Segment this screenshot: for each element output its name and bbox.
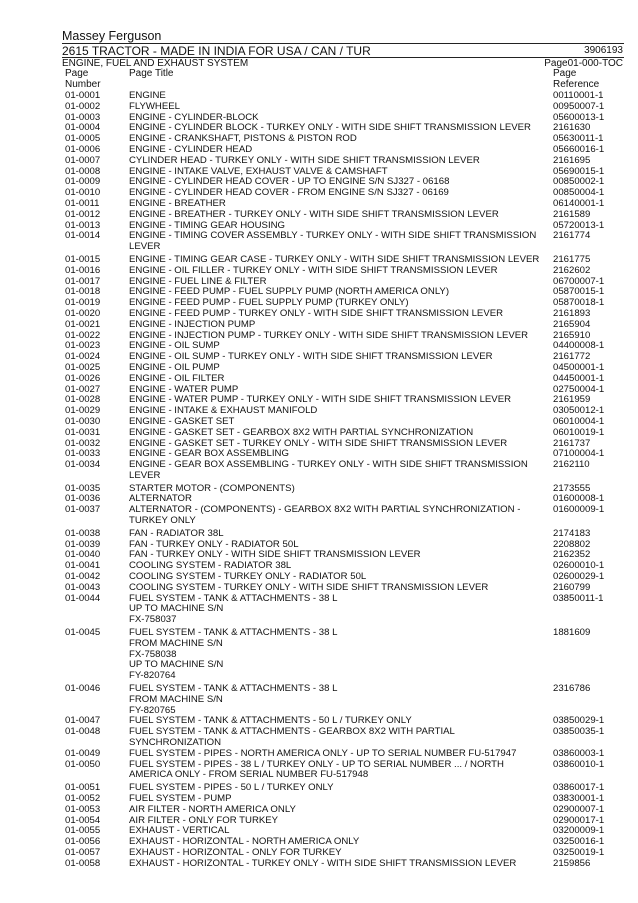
table-row	[0, 428, 638, 439]
page-number: 01-0047	[65, 715, 101, 727]
page-title: ENGINE - BREATHER - TURKEY ONLY - WITH SIDE SHIFT TRANSMISSION LEVER	[129, 208, 499, 220]
page-reference: 05690015-1	[553, 165, 605, 177]
page-number: 01-0030	[65, 415, 101, 427]
page-title: ENGINE - INJECTION PUMP - TURKEY ONLY - WITH SIDE SHIFT TRANSMISSION LEVER	[129, 329, 529, 341]
page-number: 01-0049	[65, 747, 101, 759]
page-number: 01-0031	[65, 426, 101, 438]
page-reference: 04500001-1	[553, 361, 605, 373]
page-reference: 2161775	[553, 253, 591, 265]
page-title: ENGINE - GASKET SET	[129, 415, 235, 427]
page-reference: 06010019-1	[553, 426, 605, 438]
page-title: CYLINDER HEAD - TURKEY ONLY - WITH SIDE SHIFT TRANSMISSION LEVER	[129, 154, 480, 166]
page-reference: 03860010-1	[553, 758, 605, 770]
page-title: COOLING SYSTEM - RADIATOR 38L	[129, 560, 292, 572]
page-title: FLYWHEEL	[129, 100, 180, 112]
page-number: 01-0023	[65, 340, 101, 352]
page-title: ENGINE	[129, 90, 166, 101]
page-reference: 05660016-1	[553, 143, 605, 155]
page-reference: 06700007-1	[553, 275, 605, 287]
page-reference: 00110001-1	[553, 90, 604, 101]
table-row	[0, 859, 638, 870]
page-title: FAN - TURKEY ONLY - WITH SIDE SHIFT TRANSMISSION LEVER	[129, 549, 421, 561]
document-title: 2615 TRACTOR - MADE IN INDIA FOR USA / CAN / TUR	[62, 44, 371, 58]
page-title: AIR FILTER - NORTH AMERICA ONLY	[129, 803, 296, 815]
page-title: ALTERNATOR - (COMPONENTS) - GEARBOX 8X2 WITH PARTIAL SYNCHRONIZATION - TURKEY ONLY	[129, 504, 521, 527]
table-row	[0, 760, 638, 782]
page-reference: 07100004-1	[553, 448, 605, 460]
page-number: 01-0003	[65, 111, 101, 123]
page-number: 01-0040	[65, 549, 101, 561]
page-reference: 03850011-1	[553, 592, 604, 604]
page-reference: 02900017-1	[553, 814, 605, 826]
page-number: 01-0010	[65, 187, 101, 199]
page-title: ENGINE - TIMING GEAR CASE - TURKEY ONLY - WITH SIDE SHIFT TRANSMISSION LEVER	[129, 253, 540, 265]
table-row	[0, 628, 638, 682]
page-number: 01-0046	[65, 683, 101, 695]
page-title: FUEL SYSTEM - PIPES - 50 L / TURKEY ONLY	[129, 782, 334, 794]
page-title: ENGINE - OIL SUMP	[129, 340, 220, 352]
column-header-page-number: Page Number	[65, 68, 101, 90]
table-row	[0, 749, 638, 760]
page-number: 01-0039	[65, 538, 101, 550]
page-number: 01-0038	[65, 527, 101, 539]
page-reference: 2162110	[553, 459, 590, 471]
page-title: EXHAUST - HORIZONTAL - ONLY FOR TURKEY	[129, 846, 342, 858]
section-title: ENGINE, FUEL AND EXHAUST SYSTEM	[62, 58, 249, 69]
page-reference: 2161737	[553, 437, 591, 449]
table-row	[0, 594, 638, 626]
page-reference: 05720013-1	[553, 219, 605, 231]
column-header-page-title: Page Title	[129, 68, 174, 79]
page-reference: 00850002-1	[553, 176, 605, 188]
page-reference: 2173555	[553, 482, 591, 494]
document-title-row	[62, 43, 624, 58]
page-number: 01-0005	[65, 133, 101, 145]
page-number: 01-0056	[65, 836, 101, 848]
page-number: 01-0002	[65, 100, 101, 112]
page-reference: 2160799	[553, 581, 591, 593]
page-reference: 03200009-1	[553, 825, 605, 837]
page-number: 01-0016	[65, 264, 101, 276]
page-title: ENGINE - CYLINDER HEAD COVER - UP TO ENGINE S/N SJ327 - 06168	[129, 176, 450, 188]
page-number: 01-0033	[65, 448, 101, 460]
page-title: EXHAUST - HORIZONTAL - NORTH AMERICA ONLY	[129, 836, 360, 848]
page-title: ENGINE - FEED PUMP - FUEL SUPPLY PUMP (TURKEY ONLY)	[129, 297, 409, 309]
page-reference: 2161959	[553, 394, 591, 406]
page-reference: 2161695	[553, 154, 591, 166]
page-title: ENGINE - INJECTION PUMP	[129, 318, 256, 330]
page-number: 01-0043	[65, 581, 101, 593]
page-title: FAN - RADIATOR 38L	[129, 527, 224, 539]
page-reference: 03250016-1	[553, 836, 605, 848]
page-title: ENGINE - GASKET SET - TURKEY ONLY - WITH SIDE SHIFT TRANSMISSION LEVER	[129, 437, 508, 449]
page-number: 01-0044	[65, 592, 101, 604]
page-number: 01-0028	[65, 394, 101, 406]
page-number: 01-0020	[65, 307, 101, 319]
page-reference: 02900007-1	[553, 803, 605, 815]
table-row	[0, 460, 638, 482]
page-reference: 2161589	[553, 208, 591, 220]
page-number: 01-0007	[65, 154, 101, 166]
page-reference: 06140001-1	[553, 197, 605, 209]
brand-name: Massey Ferguson	[62, 29, 162, 43]
page-title: ENGINE - WATER PUMP - TURKEY ONLY - WITH SIDE SHIFT TRANSMISSION LEVER	[129, 394, 512, 406]
page-title: EXHAUST - VERTICAL	[129, 825, 230, 837]
page-reference: 2316786	[553, 683, 591, 695]
page-reference: 03830001-1	[553, 793, 605, 804]
page-reference: 04450001-1	[553, 372, 605, 384]
table-row	[0, 156, 638, 167]
page-title: ENGINE - GEAR BOX ASSEMBLING	[129, 448, 289, 460]
page-title: FUEL SYSTEM - PUMP	[129, 793, 232, 804]
page-reference: 2165910	[553, 329, 591, 341]
page-reference: 03250019-1	[553, 846, 605, 858]
page-number: 01-0022	[65, 329, 101, 341]
page-number: 01-0008	[65, 165, 101, 177]
page-number: 01-0057	[65, 846, 101, 858]
table-row	[0, 684, 638, 716]
document-number: 3906193	[584, 45, 623, 56]
page-title: COOLING SYSTEM - TURKEY ONLY - RADIATOR 50L	[129, 571, 367, 583]
page-number: 01-0042	[65, 571, 101, 583]
page-title: ENGINE - INTAKE & EXHAUST MANIFOLD	[129, 405, 318, 417]
page-number: 01-0037	[65, 504, 101, 516]
page-reference: 2161630	[553, 122, 591, 134]
page-number: 01-0058	[65, 857, 101, 869]
page-reference: 2208802	[553, 538, 591, 550]
table-row	[0, 102, 638, 113]
page-reference: 03050012-1	[553, 405, 605, 417]
page-reference: 04400008-1	[553, 340, 605, 352]
page-title: FUEL SYSTEM - TANK & ATTACHMENTS - GEARBOX 8X2 WITH PARTIAL SYNCHRONIZATION	[129, 726, 455, 749]
page-number: 01-0053	[65, 803, 101, 815]
page-reference: 2174183	[553, 527, 591, 539]
page-title: ENGINE - CYLINDER HEAD COVER - FROM ENGINE S/N SJ327 - 06169	[129, 187, 449, 199]
page-reference: 2161772	[553, 351, 591, 363]
page-number: 01-0027	[65, 383, 101, 395]
page-reference: 06010004-1	[553, 415, 605, 427]
page-number: 01-0018	[65, 286, 101, 298]
page-reference: 2161893	[553, 307, 591, 319]
table-row	[0, 231, 638, 253]
column-header-page-reference: Page Reference	[553, 68, 600, 90]
page-number: 01-0024	[65, 351, 101, 363]
page-number: 01-0006	[65, 143, 101, 155]
page-number: 01-0021	[65, 318, 101, 330]
page-number: 01-0035	[65, 482, 101, 494]
page-title: ENGINE - FUEL LINE & FILTER	[129, 275, 267, 287]
page-number: 01-0019	[65, 297, 101, 309]
page-title: ENGINE - GASKET SET - GEARBOX 8X2 WITH PARTIAL SYNCHRONIZATION	[129, 426, 474, 438]
page-reference: 2162352	[553, 549, 591, 561]
page-number: 01-0052	[65, 793, 101, 804]
page-title: STARTER MOTOR - (COMPONENTS)	[129, 482, 295, 494]
page-number: 01-0055	[65, 825, 101, 837]
table-row	[0, 505, 638, 527]
section-reference: Page01-000-TOC	[544, 58, 623, 69]
page-number: 01-0001	[65, 90, 101, 101]
page-reference: 05630011-1	[553, 133, 604, 145]
page-title: ENGINE - CRANKSHAFT, PISTONS & PISTON ROD	[129, 133, 357, 145]
page-reference: 03850035-1	[553, 726, 605, 738]
page-title: ENGINE - OIL PUMP	[129, 361, 220, 373]
page-title: ENGINE - GEAR BOX ASSEMBLING - TURKEY ONLY - WITH SIDE SHIFT TRANSMISSION LEVER	[129, 459, 528, 481]
page-number: 01-0026	[65, 372, 101, 384]
page-reference: 02600010-1	[553, 560, 605, 572]
page-title: ENGINE - OIL FILTER	[129, 372, 225, 384]
page-number: 01-0048	[65, 726, 101, 738]
page-title: FUEL SYSTEM - PIPES - NORTH AMERICA ONLY - UP TO SERIAL NUMBER FU-517947	[129, 747, 517, 759]
page-reference: 03860017-1	[553, 782, 605, 794]
table-row	[0, 320, 638, 331]
page-reference: 01600009-1	[553, 504, 605, 516]
table-row	[0, 266, 638, 277]
page-number: 01-0011	[65, 197, 100, 209]
page-title: ENGINE - TIMING GEAR HOUSING	[129, 219, 286, 231]
page-number: 01-0054	[65, 814, 101, 826]
page-reference: 00950007-1	[553, 100, 605, 112]
page-reference: 00850004-1	[553, 187, 605, 199]
page-number: 01-0013	[65, 219, 101, 231]
page-title: FUEL SYSTEM - TANK & ATTACHMENTS - 38 L UP TO MACHINE S/N FX-758037	[129, 592, 338, 626]
page-title: COOLING SYSTEM - TURKEY ONLY - WITH SIDE SHIFT TRANSMISSION LEVER	[129, 581, 489, 593]
page-number: 01-0029	[65, 405, 101, 417]
page-title: ENGINE - OIL SUMP - TURKEY ONLY - WITH SIDE SHIFT TRANSMISSION LEVER	[129, 351, 493, 363]
page-reference: 03860003-1	[553, 747, 605, 759]
page-reference: 2159856	[553, 857, 591, 869]
page-number: 01-0004	[65, 122, 101, 134]
page-number: 01-0025	[65, 361, 101, 373]
page-title: ENGINE - CYLINDER BLOCK - TURKEY ONLY - WITH SIDE SHIFT TRANSMISSION LEVER	[129, 122, 531, 134]
page-title: ENGINE - INTAKE VALVE, EXHAUST VALVE & CAMSHAFT	[129, 165, 388, 177]
table-row	[0, 727, 638, 749]
page-title: ENGINE - TIMING COVER ASSEMBLY - TURKEY ONLY - WITH SIDE SHIFT TRANSMISSION LEVER	[129, 230, 537, 253]
table-row	[0, 805, 638, 816]
page-reference: 2161774	[553, 230, 591, 242]
page-number: 01-0050	[65, 758, 101, 770]
page-title: FUEL SYSTEM - PIPES - 38 L / TURKEY ONLY - UP TO SERIAL NUMBER ... / NORTH AMERICA ONLY - FROM SERIAL NUMBER FU-517948	[129, 758, 504, 781]
page-reference: 03850029-1	[553, 715, 605, 727]
page-title: ENGINE - FEED PUMP - TURKEY ONLY - WITH SIDE SHIFT TRANSMISSION LEVER	[129, 307, 504, 319]
page-title: FUEL SYSTEM - TANK & ATTACHMENTS - 50 L / TURKEY ONLY	[129, 715, 412, 727]
page-number: 01-0036	[65, 493, 101, 505]
page-number: 01-0045	[65, 627, 101, 639]
page-number: 01-0032	[65, 437, 101, 449]
page-number: 01-0034	[65, 459, 101, 471]
page-number: 01-0051	[65, 782, 101, 794]
page-number: 01-0014	[65, 230, 101, 242]
page-title: AIR FILTER - ONLY FOR TURKEY	[129, 814, 279, 826]
page-title: FUEL SYSTEM - TANK & ATTACHMENTS - 38 L FROM MACHINE S/N FX-758038 UP TO MACHINE S/N FY-820764	[129, 627, 338, 682]
page-reference: 01600008-1	[553, 493, 605, 505]
page-reference: 05600013-1	[553, 111, 605, 123]
page-title: EXHAUST - HORIZONTAL - TURKEY ONLY - WITH SIDE SHIFT TRANSMISSION LEVER	[129, 857, 517, 869]
page-title: ALTERNATOR	[129, 493, 192, 505]
page-title: ENGINE - OIL FILLER - TURKEY ONLY - WITH SIDE SHIFT TRANSMISSION LEVER	[129, 264, 498, 276]
table-row	[0, 210, 638, 221]
page-title: ENGINE - WATER PUMP	[129, 383, 239, 395]
page-title: ENGINE - CYLINDER-BLOCK	[129, 111, 259, 123]
toc-table	[0, 91, 638, 870]
page-title: FUEL SYSTEM - TANK & ATTACHMENTS - 38 L FROM MACHINE S/N FY-820765	[129, 683, 338, 716]
page-number: 01-0017	[65, 275, 101, 287]
page-reference: 1881609	[553, 627, 591, 639]
page-title: ENGINE - BREATHER	[129, 197, 226, 209]
page-reference: 2162602	[553, 264, 591, 276]
page-reference: 05870018-1	[553, 297, 605, 309]
page-reference: 05870015-1	[553, 286, 605, 298]
page-number: 01-0012	[65, 208, 101, 220]
page-title: ENGINE - FEED PUMP - FUEL SUPPLY PUMP (NORTH AMERICA ONLY)	[129, 286, 450, 298]
page-number: 01-0041	[65, 560, 101, 572]
table-row	[0, 374, 638, 385]
page-reference: 2165904	[553, 318, 591, 330]
page-title: ENGINE - CYLINDER HEAD	[129, 143, 253, 155]
page-title: FAN - TURKEY ONLY - RADIATOR 50L	[129, 538, 299, 550]
page-reference: 02600029-1	[553, 571, 605, 583]
page-number: 01-0015	[65, 253, 101, 265]
page-number: 01-0009	[65, 176, 101, 188]
page-reference: 02750004-1	[553, 383, 605, 395]
